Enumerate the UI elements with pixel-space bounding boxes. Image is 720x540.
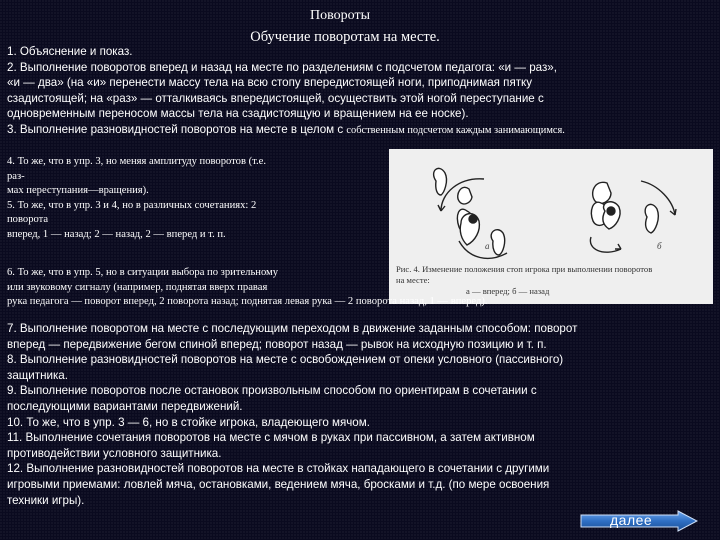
text-line: 8. Выполнение разновидностей поворотов на месте с освобождением от опеки условного (пассивного) — [7, 353, 564, 367]
text-line: «и — два» (на «и» перенести массу тела на всю стопу впередистоящей ноги, приподнимая пятку — [7, 76, 533, 90]
text-line: сзадистоящей; на «раз» — отталкиваясь впередистоящей, осуществить этой ногой переступание с — [7, 91, 544, 105]
text-line: игровыми приемами: ловлей мяча, остановками, ведением мяча, бросками и т.д. (по мере освоения — [7, 477, 550, 491]
text-line: вперед, 1 — назад; 2 — назад, 2 — вперед и т. п. — [7, 228, 226, 240]
text-line: 4. То же, что в упр. 3, но меняя амплитуду поворотов (т.е. — [7, 156, 266, 167]
text-line: техники игры). — [7, 493, 85, 507]
text-line: рука педагога — поворот вперед, 2 поворота назад; поднятая левая рука — 2 поворота назад, 1 — вперед). — [7, 296, 488, 307]
text-line: 5. То же, что в упр. 3 и 4, но в различных сочетаниях: 2 — [7, 199, 257, 211]
text-line: мах переступания—вращения). — [7, 185, 149, 196]
text-line: защитника. — [7, 368, 68, 382]
item3-text: 3. Выполнение разновидностей поворотов на месте в целом с — [7, 122, 347, 136]
text-line: 7. Выполнение поворотом на месте с последующим переходом в движение заданным способом: поворот — [7, 322, 578, 335]
text-line: вперед — передвижение бегом спиной вперед; поворот назад — рывок на исходную позицию и т. п. — [7, 337, 547, 351]
text-line: последующими вариантами передвижений. — [7, 399, 243, 413]
text-line: 12. Выполнение разновидностей поворотов на месте в стойках нападающего в сочетании с другими — [7, 462, 550, 476]
page-title: Повороты — [310, 8, 370, 23]
next-button[interactable] — [580, 510, 698, 532]
item3-tail: собственным подсчетом каждым занимающимся. — [346, 124, 565, 136]
caption-line: Рис. 4. Изменение положения стоп игрока при выполнении поворотов — [396, 264, 653, 274]
text-line: противодействии условного защитника. — [7, 446, 222, 460]
text-line: одновременным переносом массы тела на сзадистоящую и вращением на ее носке). — [7, 107, 469, 121]
caption-line: а — вперед; б — назад — [466, 286, 550, 296]
text-line: или звуковому сигналу (например, поднятая вверх правая — [7, 281, 268, 293]
top-instructions — [7, 44, 713, 139]
text-line: 9. Выполнение поворотов после остановок произвольным способом по ориентирам в сочетании с — [7, 384, 537, 398]
text-line: поворота — [7, 214, 49, 225]
item6-instructions — [7, 266, 488, 310]
left-instructions — [7, 155, 266, 242]
page-subtitle: Обучение поворотам на месте. — [250, 29, 440, 45]
next-button-label: далее — [610, 512, 653, 528]
text-line: 6. То же, что в упр. 5, но в ситуации выбора по зрительному — [7, 267, 279, 278]
figure-label-b: б — [657, 241, 662, 251]
text-line: 1. Объяснение и показ. — [7, 45, 133, 58]
text-line: 11. Выполнение сочетания поворотов на месте с мячом в руках при пассивном, а затем активном — [7, 431, 535, 445]
text-line: 2. Выполнение поворотов вперед и назад на месте по разделениям с подсчетом педагога: «и — раз», — [7, 60, 557, 74]
text-line: 10. То же, что в упр. 3 — 6, но в стойке игрока, владеющего мячом. — [7, 415, 370, 429]
bottom-instructions — [7, 321, 713, 508]
figure-label-a: а — [485, 241, 490, 251]
text-line — [7, 122, 713, 139]
text-line: раз- — [7, 170, 25, 182]
caption-line: на месте: — [396, 275, 430, 285]
